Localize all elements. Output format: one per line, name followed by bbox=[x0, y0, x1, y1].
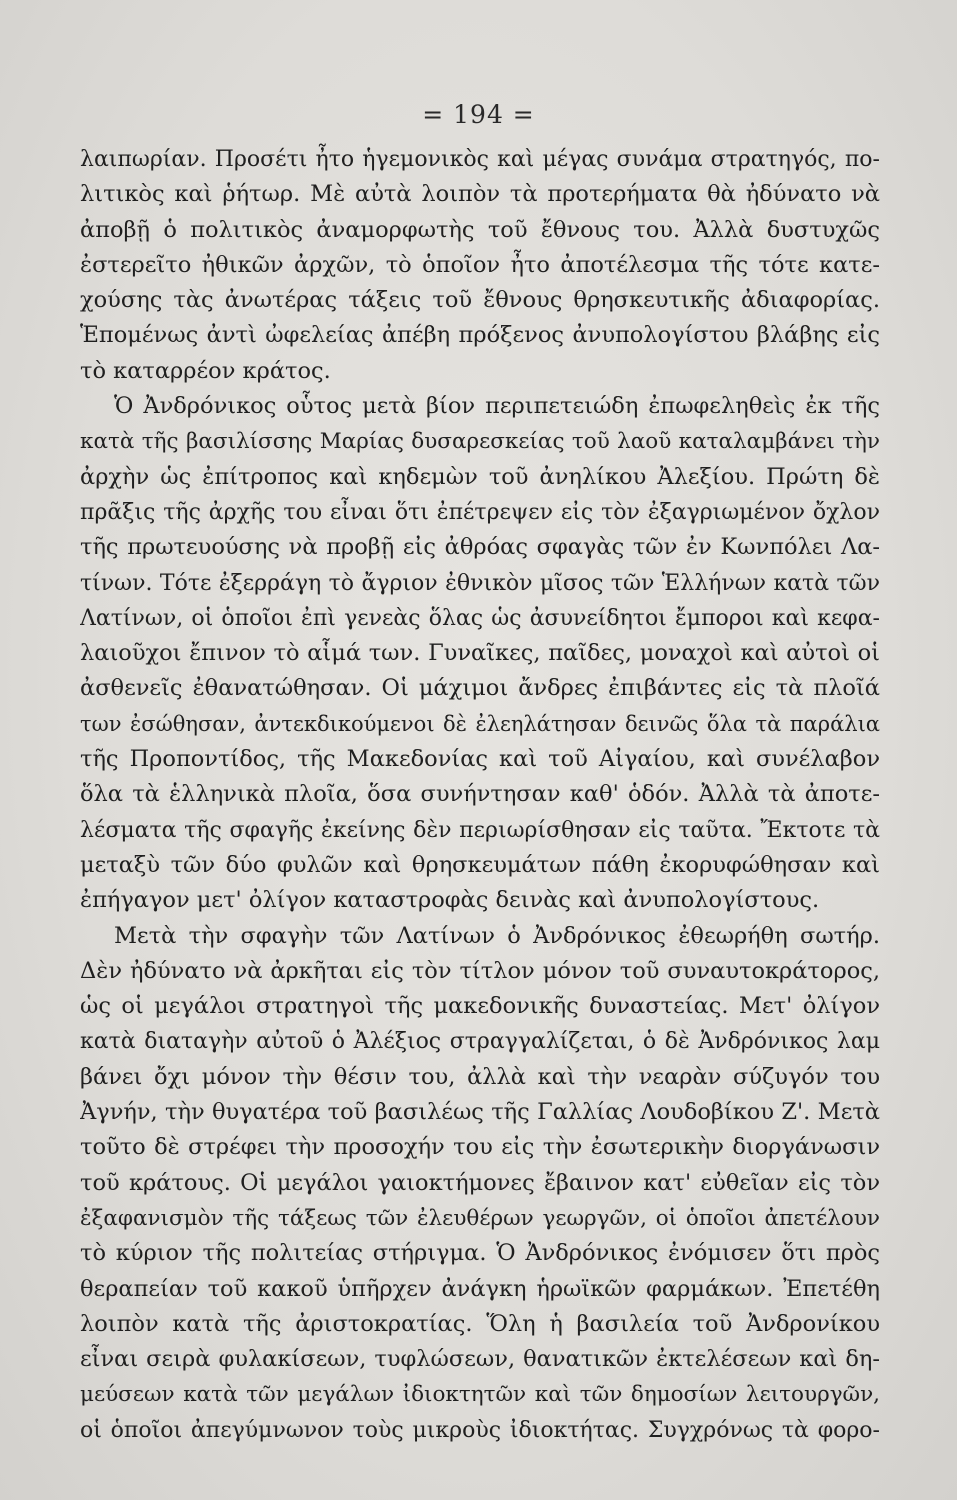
text-line: ἐστερεῖτο ἠθικῶν ἀρχῶν, τὸ ὁποῖον ἦτο ἀποτέλεσμα τῆς τότε κατε- bbox=[80, 251, 880, 278]
text-line: Δὲν ἠδύνατο νὰ ἀρκῆται εἰς τὸν τίτλον μόνον τοῦ συναυτοκράτορος, bbox=[80, 957, 880, 984]
text-line: μεύσεων κατὰ τῶν μεγάλων ἰδιοκτητῶν καὶ τῶν δημοσίων λειτουργῶν, bbox=[80, 1382, 880, 1408]
text-line: τοῦ κράτους. Οἱ μεγάλοι γαιοκτήμονες ἔβαινον κατ' εὐθεῖαν εἰς τὸν bbox=[80, 1169, 880, 1196]
body-text bbox=[80, 142, 880, 1448]
text-line: χούσης τὰς ἀνωτέρας τάξεις τοῦ ἔθνους θρησκευτικῆς ἀδιαφορίας. bbox=[80, 287, 880, 314]
text-line: Ἀγνήν, τὴν θυγατέρα τοῦ βασιλέως τῆς Γαλλίας Λουδοβίκου Ζ'. Μετὰ bbox=[80, 1099, 880, 1126]
text-line: Ὁ Ἀνδρόνικος οὗτος μετὰ βίον περιπετειώδη ἐπωφεληθεὶς ἐκ τῆς bbox=[114, 393, 880, 420]
text-line: τῆς πρωτευούσης νὰ προβῇ εἰς ἀθρόας σφαγὰς τῶν ἐν Κωνπόλει Λα- bbox=[80, 534, 880, 561]
text-line: τοῦτο δὲ στρέφει τὴν προσοχήν του εἰς τὴν ἐσωτερικὴν διοργάνωσιν bbox=[80, 1134, 880, 1161]
text-line: λαιπωρίαν. Προσέτι ἦτο ἡγεμονικὸς καὶ μέγας συνάμα στρατηγός, πο- bbox=[80, 147, 880, 172]
text-line: κατὰ διαταγὴν αὐτοῦ ὁ Ἀλέξιος στραγγαλίζεται, ὁ δὲ Ἀνδρόνικος λαμ bbox=[80, 1029, 880, 1055]
text-line: οἱ ὁποῖοι ἀπεγύμνωνον τοὺς μικροὺς ἰδιοκτήτας. Συγχρόνως τὰ φορο- bbox=[80, 1417, 880, 1443]
text-line: ἐπήγαγον μετ' ὀλίγον καταστροφὰς δεινὰς καὶ ἀνυπολογίστους. bbox=[80, 887, 820, 914]
text-line: θεραπείαν τοῦ κακοῦ ὑπῆρχεν ἀνάγκη ἡρωϊκῶν φαρμάκων. Ἐπετέθη bbox=[80, 1275, 880, 1302]
page-number: = 194 = bbox=[422, 100, 535, 129]
text-line: λιτικὸς καὶ ῥήτωρ. Μὲ αὐτὰ λοιπὸν τὰ προτερήματα θὰ ἠδύνατο νὰ bbox=[80, 181, 880, 208]
text-line: τὸ καταρρέον κράτος. bbox=[80, 357, 331, 384]
text-line: τίνων. Τότε ἐξερράγη τὸ ἄγριον ἐθνικὸν μῖσος τῶν Ἑλλήνων κατὰ τῶν bbox=[80, 570, 880, 596]
text-line: ἐξαφανισμὸν τῆς τάξεως τῶν ἐλευθέρων γεωργῶν, οἱ ὁποῖοι ἀπετέλουν bbox=[80, 1205, 880, 1231]
text-line: ὡς οἱ μεγάλοι στρατηγοὶ τῆς μακεδονικῆς δυναστείας. Μετ' ὀλίγον bbox=[80, 993, 880, 1020]
text-line: λαιοῦχοι ἔπινον τὸ αἷμά των. Γυναῖκες, παῖδες, μοναχοὶ καὶ αὐτοὶ οἱ bbox=[80, 640, 880, 667]
text-line: Λατίνων, οἱ ὁποῖοι ἐπὶ γενεὰς ὅλας ὡς ἀσυνείδητοι ἔμποροι καὶ κεφα- bbox=[80, 605, 880, 631]
text-line: πρᾶξις τῆς ἀρχῆς του εἶναι ὅτι ἐπέτρεψεν εἰς τὸν ἐξαγριωμένον ὄχλον bbox=[80, 499, 880, 525]
text-line: ἀποβῇ ὁ πολιτικὸς ἀναμορφωτὴς τοῦ ἔθνους του. Ἀλλὰ δυστυχῶς bbox=[80, 216, 880, 243]
text-line: μεταξὺ τῶν δύο φυλῶν καὶ θρησκευμάτων πάθη ἐκορυφώθησαν καὶ bbox=[80, 851, 880, 878]
text-line: Μετὰ τὴν σφαγὴν τῶν Λατίνων ὁ Ἀνδρόνικος ἐθεωρήθη σωτήρ. bbox=[114, 922, 880, 949]
text-line: εἶναι σειρὰ φυλακίσεων, τυφλώσεων, θανατικῶν ἐκτελέσεων καὶ δη- bbox=[80, 1346, 880, 1373]
text-line: λέσματα τῆς σφαγῆς ἐκείνης δὲν περιωρίσθησαν εἰς ταῦτα. Ἔκτοτε τὰ bbox=[80, 817, 880, 843]
text-line: τῆς Προποντίδος, τῆς Μακεδονίας καὶ τοῦ Αἰγαίου, καὶ συνέλαβον bbox=[80, 746, 880, 773]
text-line: κατὰ τῆς βασιλίσσης Μαρίας δυσαρεσκείας τοῦ λαοῦ καταλαμβάνει τὴν bbox=[80, 429, 880, 455]
text-line: Ἑπομένως ἀντὶ ὠφελείας ἀπέβη πρόξενος ἀνυπολογίστου βλάβης εἰς bbox=[80, 322, 880, 349]
text-line: των ἐσώθησαν, ἀντεκδικούμενοι δὲ ἐλεηλάτησαν δεινῶς ὅλα τὰ παράλια bbox=[80, 711, 880, 736]
text-line: βάνει ὄχι μόνον τὴν θέσιν του, ἀλλὰ καὶ τὴν νεαρὰν σύζυγόν του bbox=[80, 1063, 880, 1090]
text-line: ὅλα τὰ ἑλληνικὰ πλοῖα, ὅσα συνήντησαν καθ' ὁδόν. Ἀλλὰ τὰ ἀποτε- bbox=[80, 781, 880, 808]
text-line: λοιπὸν κατὰ τῆς ἀριστοκρατίας. Ὅλη ἡ βασιλεία τοῦ Ἀνδρονίκου bbox=[80, 1310, 880, 1337]
text-line: ἀρχὴν ὡς ἐπίτροπος καὶ κηδεμὼν τοῦ ἀνηλίκου Ἀλεξίου. Πρώτη δὲ bbox=[80, 463, 880, 490]
text-line: ἀσθενεῖς ἐθανατώθησαν. Οἱ μάχιμοι ἄνδρες ἐπιβάντες εἰς τὰ πλοῖά bbox=[80, 675, 880, 702]
text-line: τὸ κύριον τῆς πολιτείας στήριγμα. Ὁ Ἀνδρόνικος ἐνόμισεν ὅτι πρὸς bbox=[80, 1240, 880, 1267]
